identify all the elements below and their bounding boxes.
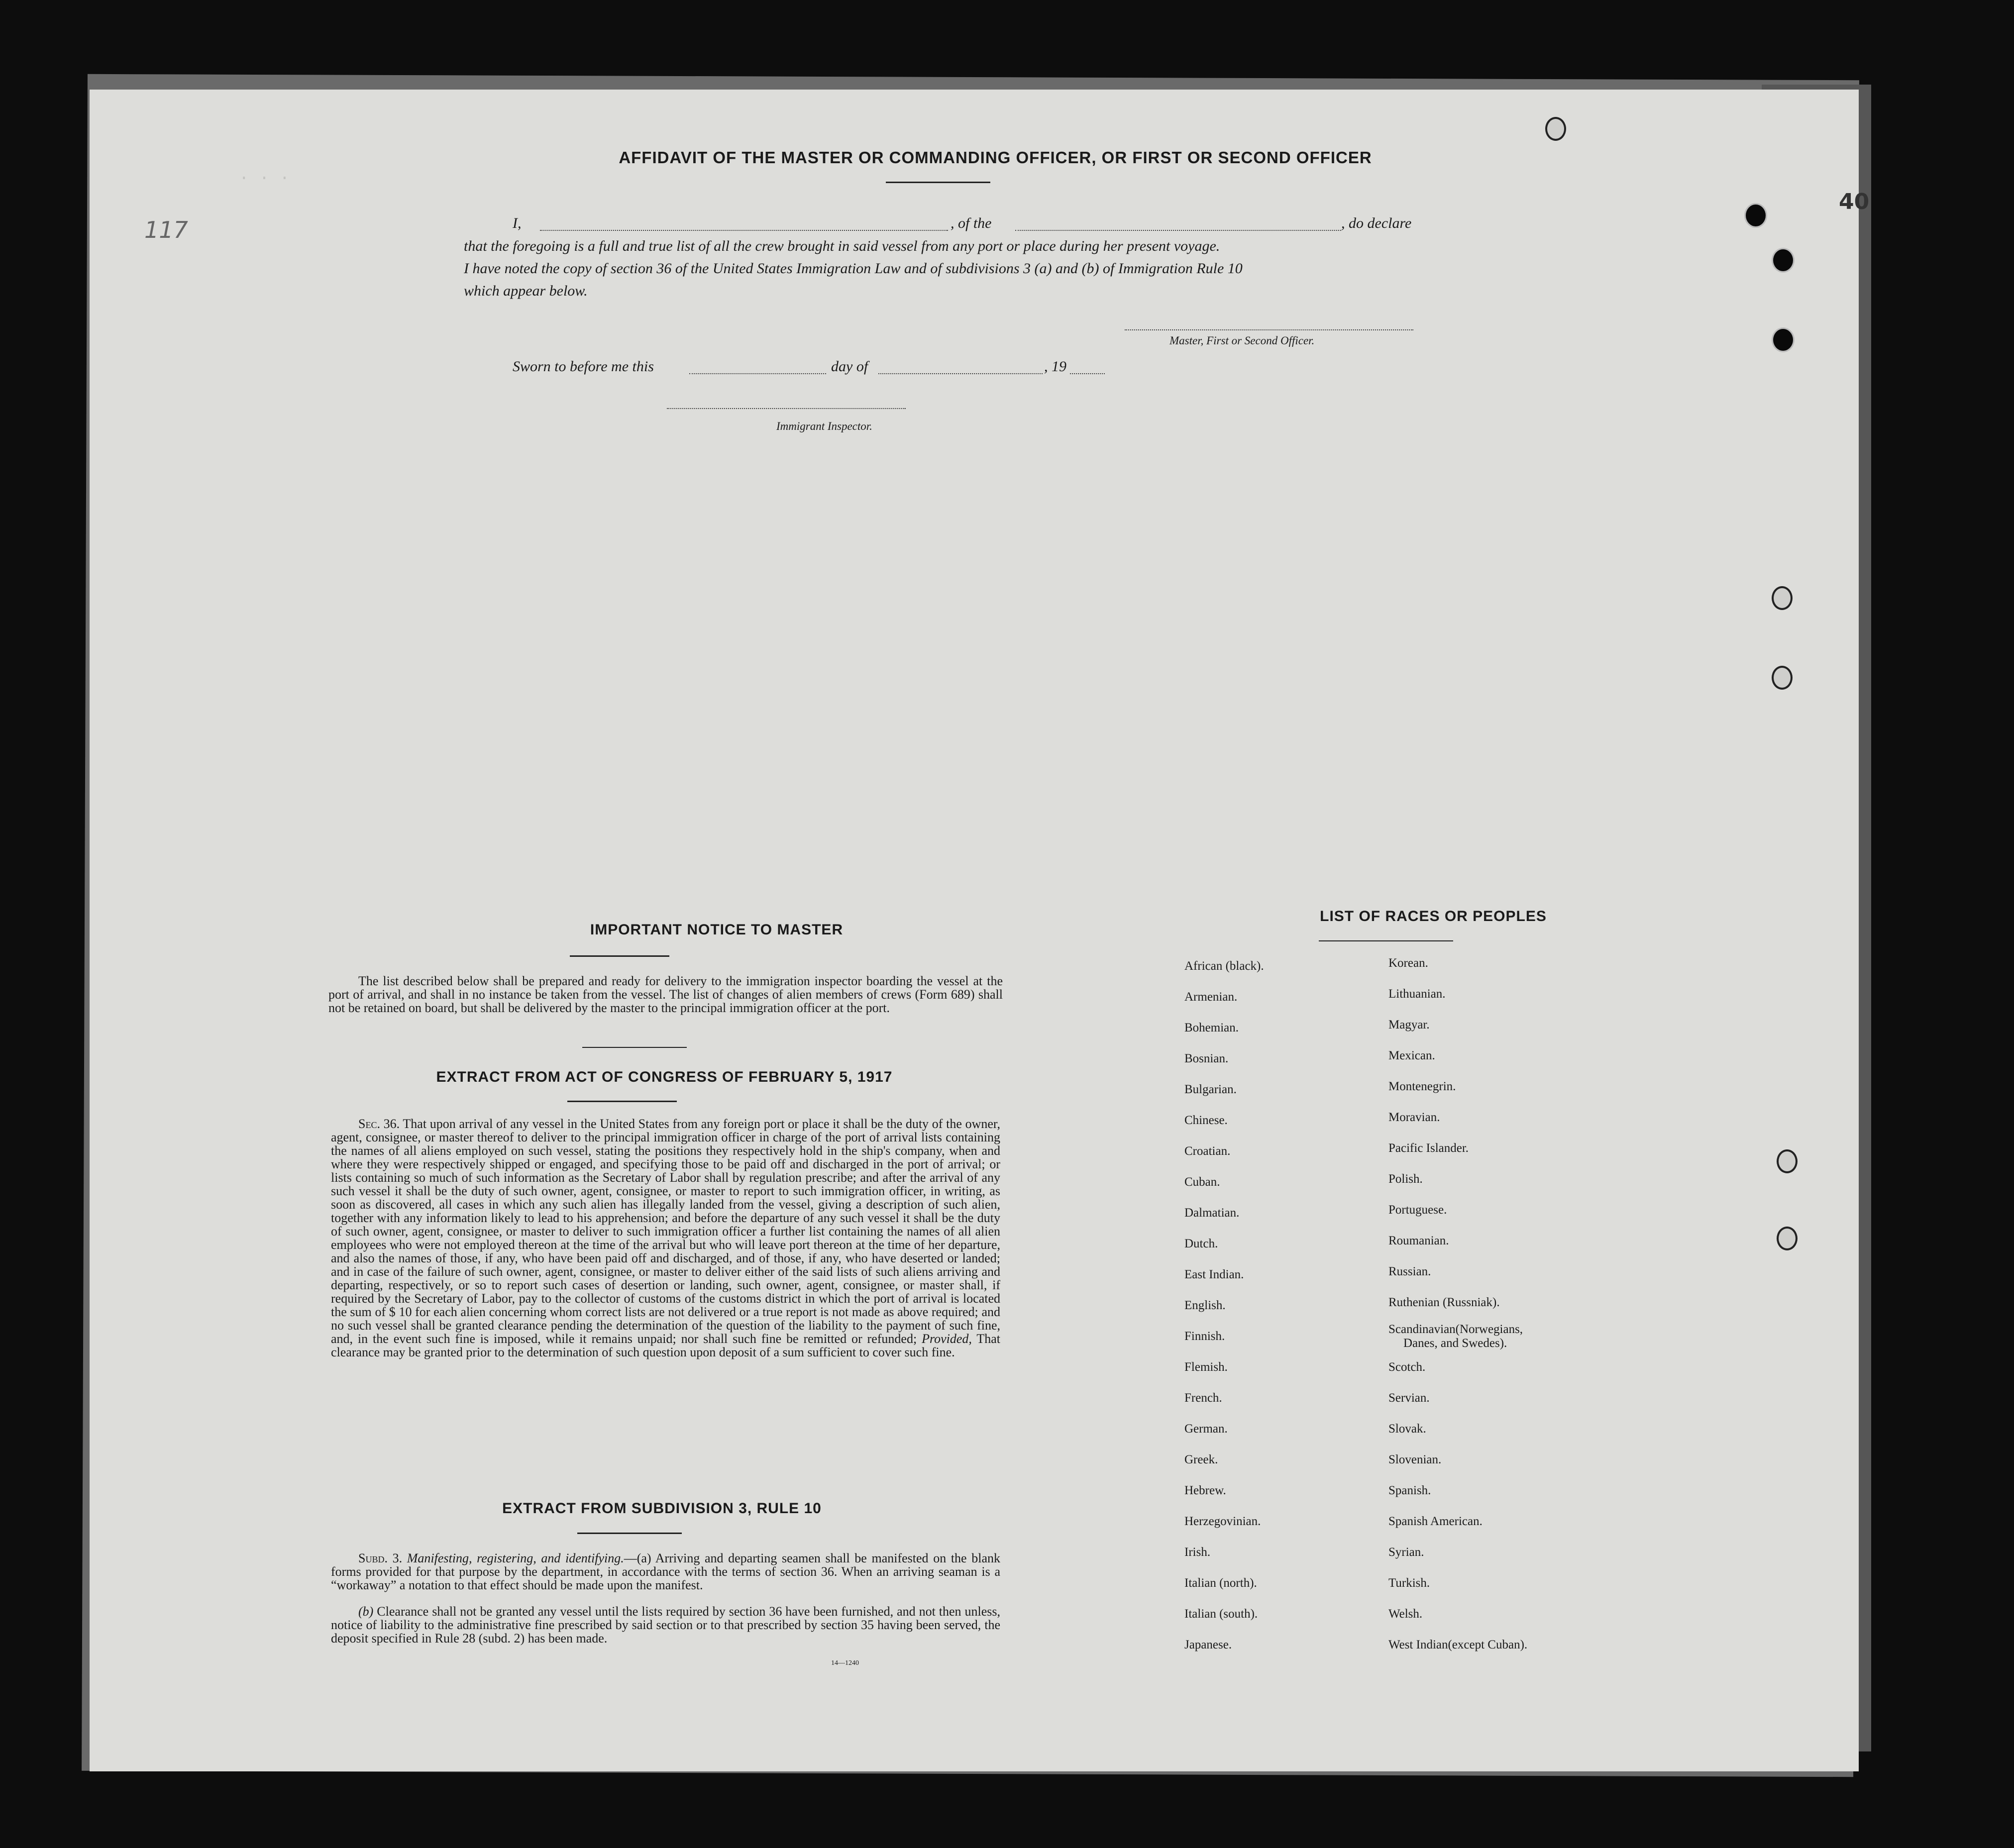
rule-part-a: —(a) Arriving and departing seamen shall be manifested on the blank forms provided for that purpose by the department, in accordance with the terms of section 36. When an arriving seaman is a “workaway” a notation to that effect should be made upon the manifest. <box>331 1551 1000 1592</box>
punch-hole <box>1545 117 1566 141</box>
affidavit-i-label: I, <box>513 215 522 231</box>
of-the-label: , of the <box>951 215 992 231</box>
race-item: Bosnian. <box>1184 1052 1229 1065</box>
race-item: Scandinavian(Norwegians, <box>1388 1323 1523 1336</box>
inspector-label: Immigrant Inspector. <box>776 420 872 432</box>
race-item: Lithuanian. <box>1388 987 1446 1001</box>
master-signature-label: Master, First or Second Officer. <box>1169 334 1315 347</box>
race-item: Turkish. <box>1388 1576 1430 1590</box>
rule-subd-heading: Manifesting, registering, and identifying. <box>407 1551 624 1565</box>
sworn-day-blank <box>689 373 826 374</box>
punch-hole <box>1772 327 1795 352</box>
race-item: Magyar. <box>1388 1018 1430 1031</box>
margin-number: 40 <box>1839 189 1870 214</box>
race-item: Servian. <box>1388 1391 1430 1405</box>
punch-hole <box>1772 666 1793 690</box>
act-provided-body: That clearance may be granted prior to the determination of such question upon deposit of a sum sufficient to cover such fine. <box>331 1332 1001 1359</box>
race-item: Hebrew. <box>1184 1484 1226 1497</box>
margin-mark: 117 <box>144 216 188 243</box>
race-item: French. <box>1184 1391 1222 1405</box>
race-item: Cuban. <box>1184 1175 1220 1189</box>
act-provided-label: Provided, <box>922 1332 972 1346</box>
notice-title-rule <box>570 955 669 957</box>
race-item: Mexican. <box>1388 1049 1435 1062</box>
race-item: Italian (north). <box>1184 1576 1257 1590</box>
name-blank <box>540 230 948 231</box>
punch-hole <box>1777 1149 1798 1173</box>
race-item: Greek. <box>1184 1453 1218 1466</box>
race-item: Korean. <box>1388 956 1428 970</box>
race-item: African (black). <box>1184 959 1264 973</box>
race-item: Finnish. <box>1184 1330 1225 1343</box>
bleed-through-text: · · · <box>239 169 290 188</box>
race-item: Dutch. <box>1184 1237 1218 1250</box>
act-title-rule <box>567 1101 677 1102</box>
affidavit-line-3: I have noted the copy of section 36 of the United States Immigration Law and of subdivisions 3 (a) and (b) of Immigration Rule 10 <box>464 260 1243 277</box>
year-label: , 19 <box>1044 358 1066 375</box>
race-item: English. <box>1184 1299 1226 1312</box>
race-item: German. <box>1184 1422 1228 1436</box>
do-declare-label: , do declare <box>1341 215 1412 231</box>
race-item: Spanish American. <box>1388 1515 1483 1528</box>
day-of-label: day of <box>831 358 868 375</box>
rule-part-b-label: (b) <box>358 1604 374 1619</box>
sworn-label: Sworn to before me this <box>513 358 654 375</box>
inspector-signature-line <box>667 408 906 409</box>
punch-hole <box>1772 248 1795 273</box>
act-text <box>331 1117 1000 1359</box>
notice-text-body: The list described below shall be prepared and ready for delivery to the immigration inspector boarding the vessel at the port of arrival, and shall in no instance be taken from the vessel. The list of changes of alien members of crews (Form 689) shall not be retained on board, but shall be delivered by the master to the principal immigration officer at the port. <box>328 974 1003 1015</box>
race-item: Pacific Islander. <box>1388 1141 1469 1155</box>
race-item: Armenian. <box>1184 990 1238 1004</box>
race-item: Italian (south). <box>1184 1607 1258 1621</box>
race-item: Roumanian. <box>1388 1234 1449 1247</box>
race-item: Herzegovinian. <box>1184 1515 1261 1528</box>
race-item: Chinese. <box>1184 1114 1228 1127</box>
document-page <box>90 90 1870 1771</box>
affidavit-title: AFFIDAVIT OF THE MASTER OR COMMANDING OFFICER, OR FIRST OR SECOND OFFICER <box>619 148 1372 167</box>
race-item: Spanish. <box>1388 1484 1431 1497</box>
race-item: East Indian. <box>1184 1268 1244 1281</box>
rule-title: EXTRACT FROM SUBDIVISION 3, RULE 10 <box>502 1500 822 1517</box>
race-item: Irish. <box>1184 1545 1211 1559</box>
race-item: Japanese. <box>1184 1638 1232 1651</box>
sworn-month-blank <box>878 373 1043 374</box>
affidavit-line-2: that the foregoing is a full and true list of all the crew brought in said vessel from any port or place during her present voyage. <box>464 238 1220 254</box>
act-section-label: Sec. 36. <box>358 1117 400 1131</box>
act-section-rule <box>582 1047 687 1048</box>
affidavit-title-rule <box>886 182 990 183</box>
race-item: Flemish. <box>1184 1360 1228 1374</box>
race-item: Croatian. <box>1184 1144 1231 1158</box>
race-item: Syrian. <box>1388 1545 1424 1559</box>
race-item: Ruthenian (Russniak). <box>1388 1296 1500 1309</box>
rule-text-a <box>331 1551 1000 1592</box>
sworn-year-blank <box>1070 373 1105 374</box>
affidavit-line-1 <box>513 215 1503 232</box>
punch-hole <box>1744 203 1767 228</box>
race-item: Scotch. <box>1388 1360 1426 1374</box>
punch-hole <box>1777 1227 1798 1250</box>
master-signature-line <box>1125 329 1413 330</box>
vessel-blank <box>1015 230 1341 231</box>
race-item: Welsh. <box>1388 1607 1423 1621</box>
sworn-line <box>513 358 1209 375</box>
race-item: Bohemian. <box>1184 1021 1239 1034</box>
rule-subd-label: Subd. 3. <box>358 1551 403 1565</box>
form-number: 14—1240 <box>831 1659 859 1667</box>
rule-text-b <box>331 1605 1000 1645</box>
race-item: Dalmatian. <box>1184 1206 1240 1220</box>
act-title: EXTRACT FROM ACT OF CONGRESS OF FEBRUARY 5, 1917 <box>436 1069 893 1085</box>
race-item: Polish. <box>1388 1172 1423 1186</box>
race-item: Montenegrin. <box>1388 1080 1456 1093</box>
races-title-rule <box>1319 940 1453 941</box>
affidavit-line-4: which appear below. <box>464 283 588 299</box>
race-item: Moravian. <box>1388 1111 1440 1124</box>
rule-title-rule <box>577 1533 682 1534</box>
punch-hole <box>1772 586 1793 610</box>
race-item: Portuguese. <box>1388 1203 1447 1217</box>
race-item-continuation: Danes, and Swedes). <box>1403 1336 1507 1350</box>
race-item: West Indian(except Cuban). <box>1388 1638 1528 1651</box>
notice-title: IMPORTANT NOTICE TO MASTER <box>590 922 844 938</box>
notice-text <box>328 974 1003 1015</box>
act-section-body: That upon arrival of any vessel in the United States from any foreign port or place it shall be the duty of the owner, agent, consignee, or master thereof to deliver to the principal immigration officer in charge of the port of arrival lists containing the names of all aliens employed on such vessel, stating the positions they respectively hold in the ship's company, when and where they were respectively shipped or engaged, and specifying those to be paid off and discharged in the port of arrival; or lists containing so much of such information as the Secretary of Labor shall by regulation prescribe; and after the arrival of any such vessel it shall be the duty of such owner, agent, consignee, or master to report to such immigration officer, in writing, as soon as discovered, all cases in which any such alien has illegally landed from the vessel, giving a description of such alien, together with any information likely to lead to his apprehension; and before the departure of any such vessel it shall be the duty of such owner, agent, consignee, or master to deliver to such immigration officer a further list containing the names of all alien employees who were not employed thereon at the time of the arrival but who will leave port thereon at the time of her departure, and also the names of those, if any, who have been paid off and discharged, and of those, if any, who have deserted or landed; and in case of the failure of such owner, agent, consignee, or master to deliver either of the said lists of such aliens arriving and departing, respectively, or so to report such cases of desertion or landing, such owner, agent, consignee, or master shall, if required by the Secretary of Labor, pay to the collector of customs of the customs district in which the port of arrival is located the sum of $ 10 for each alien concerning whom correct lists are not delivered or a true report is not made as above required; and no such vessel shall be granted clearance pending the determination of the question of the liability to the payment of such fine, and, in the event such fine is imposed, while it remains unpaid; nor shall such fine be remitted or refunded; <box>331 1117 1000 1346</box>
race-item: Bulgarian. <box>1184 1083 1237 1096</box>
race-item: Slovenian. <box>1388 1453 1442 1466</box>
rule-part-b: Clearance shall not be granted any vessel until the lists required by section 36 have been furnished, and not then unless, notice of liability to the administrative fine prescribed by said section or to that prescribed by section 35 having been served, the deposit specified in Rule 28 (subd. 2) has been made. <box>331 1604 1000 1645</box>
race-item: Russian. <box>1388 1265 1431 1278</box>
races-title: LIST OF RACES OR PEOPLES <box>1320 908 1547 924</box>
race-item: Slovak. <box>1388 1422 1426 1436</box>
